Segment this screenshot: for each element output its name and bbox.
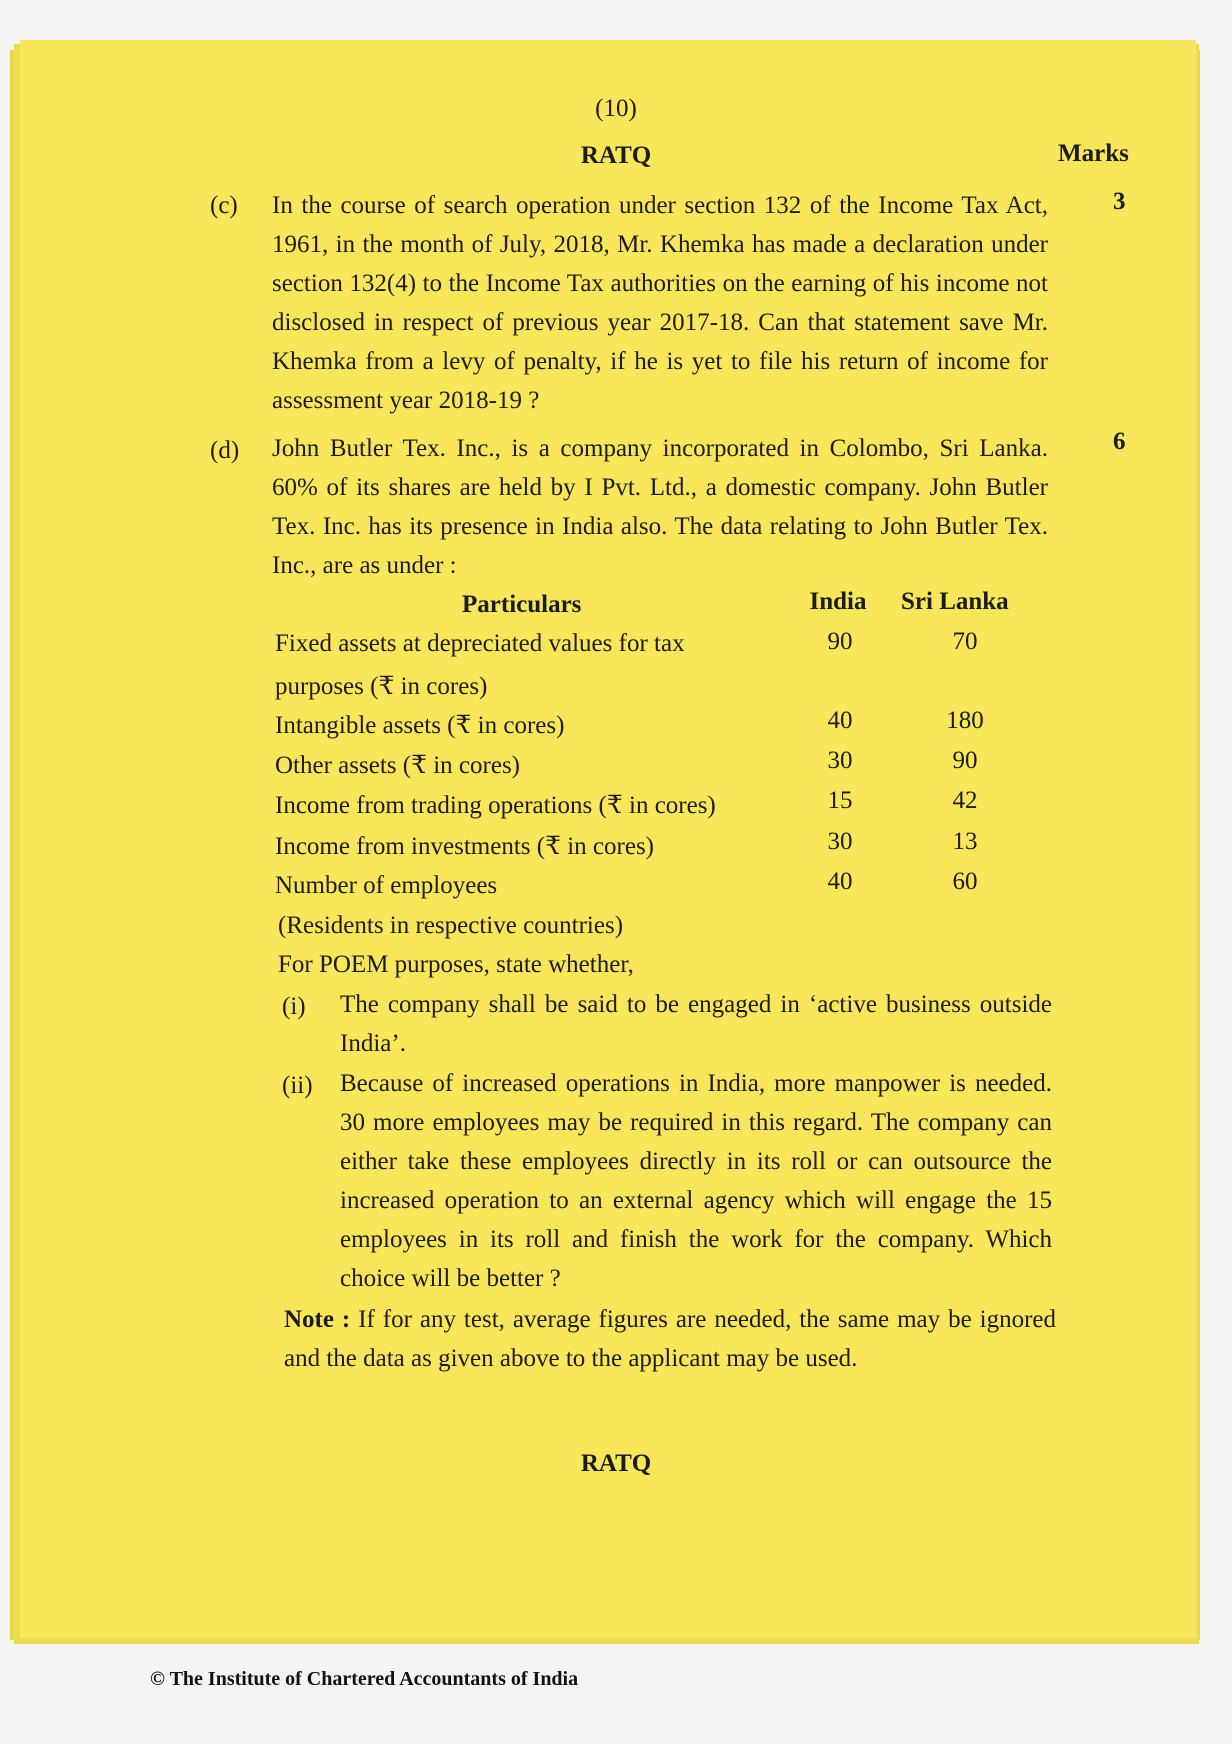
question-label-c: (c) [210,192,238,219]
table-header-particulars: Particulars [462,591,582,618]
sub-question-text-i: The company shall be said to be engaged in ‘active business outside India’. [340,991,1052,1057]
table-cell-sri-lanka: 180 [946,707,984,734]
sub-question-label-i: (i) [282,993,306,1020]
sub-question-text-ii: Because of increased operations in India, more manpower is needed. 30 more employees may be required in this regard. The company can either take these employees directly in its roll or can outsource the increased operation to an external agency which will engage the 15 employees in its roll and finish the work for the company. Which choice will be better ? [340,1070,1052,1292]
note-label: Note : [284,1306,351,1333]
table-cell-sri-lanka: 13 [952,828,978,855]
table-cell-particular: Other assets (₹ in cores) [275,752,520,779]
table-cell-particular: Income from investments (₹ in cores) [275,833,654,860]
copyright-notice: © The Institute of Chartered Accountants of India [150,1668,579,1690]
table-cell-sri-lanka: 90 [952,747,978,774]
table-cell-india: 90 [827,628,853,655]
table-cell-sri-lanka: 42 [952,787,978,814]
header-code: RATQ [580,142,652,169]
table-cell-india: 30 [827,828,853,855]
sub-question-label-ii: (ii) [282,1072,313,1099]
poem-intro: For POEM purposes, state whether, [278,951,634,978]
table-cell-india: 30 [827,747,853,774]
page-number: (10) [595,95,637,122]
note-text: If for any test, average figures are needed, the same may be ignored and the data as given above to the applicant may be used. [284,1306,1056,1372]
table-cell-particular: purposes (₹ in cores) [275,673,488,700]
table-header-sri-lanka: Sri Lanka [901,588,1009,615]
table-cell-sri-lanka: 60 [952,868,978,895]
table-cell-particular: (Residents in respective countries) [278,912,624,939]
table-cell-particular: Fixed assets at depreciated values for tax [275,630,685,657]
footer-code: RATQ [580,1450,652,1477]
table-cell-india: 40 [827,707,853,734]
table-cell-particular: Income from trading operations (₹ in cores) [275,792,716,819]
question-text-c: In the course of search operation under section 132 of the Income Tax Act, 1961, in the month of July, 2018, Mr. Khemka has made a declaration under section 132(4) to the Income Tax authorities on the earning of his income not disclosed in respect of previous year 2017-18. Can that statement save Mr. Khemka from a levy of penalty, if he is yet to file his return of income for assessment year 2018-19 ? [272,192,1048,414]
table-cell-sri-lanka: 70 [952,628,978,655]
marks-column-header: Marks [1058,140,1129,167]
question-marks-d: 6 [1113,428,1126,455]
note-paragraph [284,1300,1056,1378]
table-cell-particular: Intangible assets (₹ in cores) [275,712,565,739]
question-text-d: John Butler Tex. Inc., is a company incorporated in Colombo, Sri Lanka. 60% of its shares are held by I Pvt. Ltd., a domestic company. John Butler Tex. Inc. has its presence in India also. The data relating to John Butler Tex. Inc., are as under : [272,435,1048,579]
question-marks-c: 3 [1113,188,1126,215]
question-label-d: (d) [210,437,240,464]
table-cell-particular: Number of employees [275,872,498,899]
table-header-india: India [809,588,867,615]
table-cell-india: 40 [827,868,853,895]
table-cell-india: 15 [827,787,853,814]
